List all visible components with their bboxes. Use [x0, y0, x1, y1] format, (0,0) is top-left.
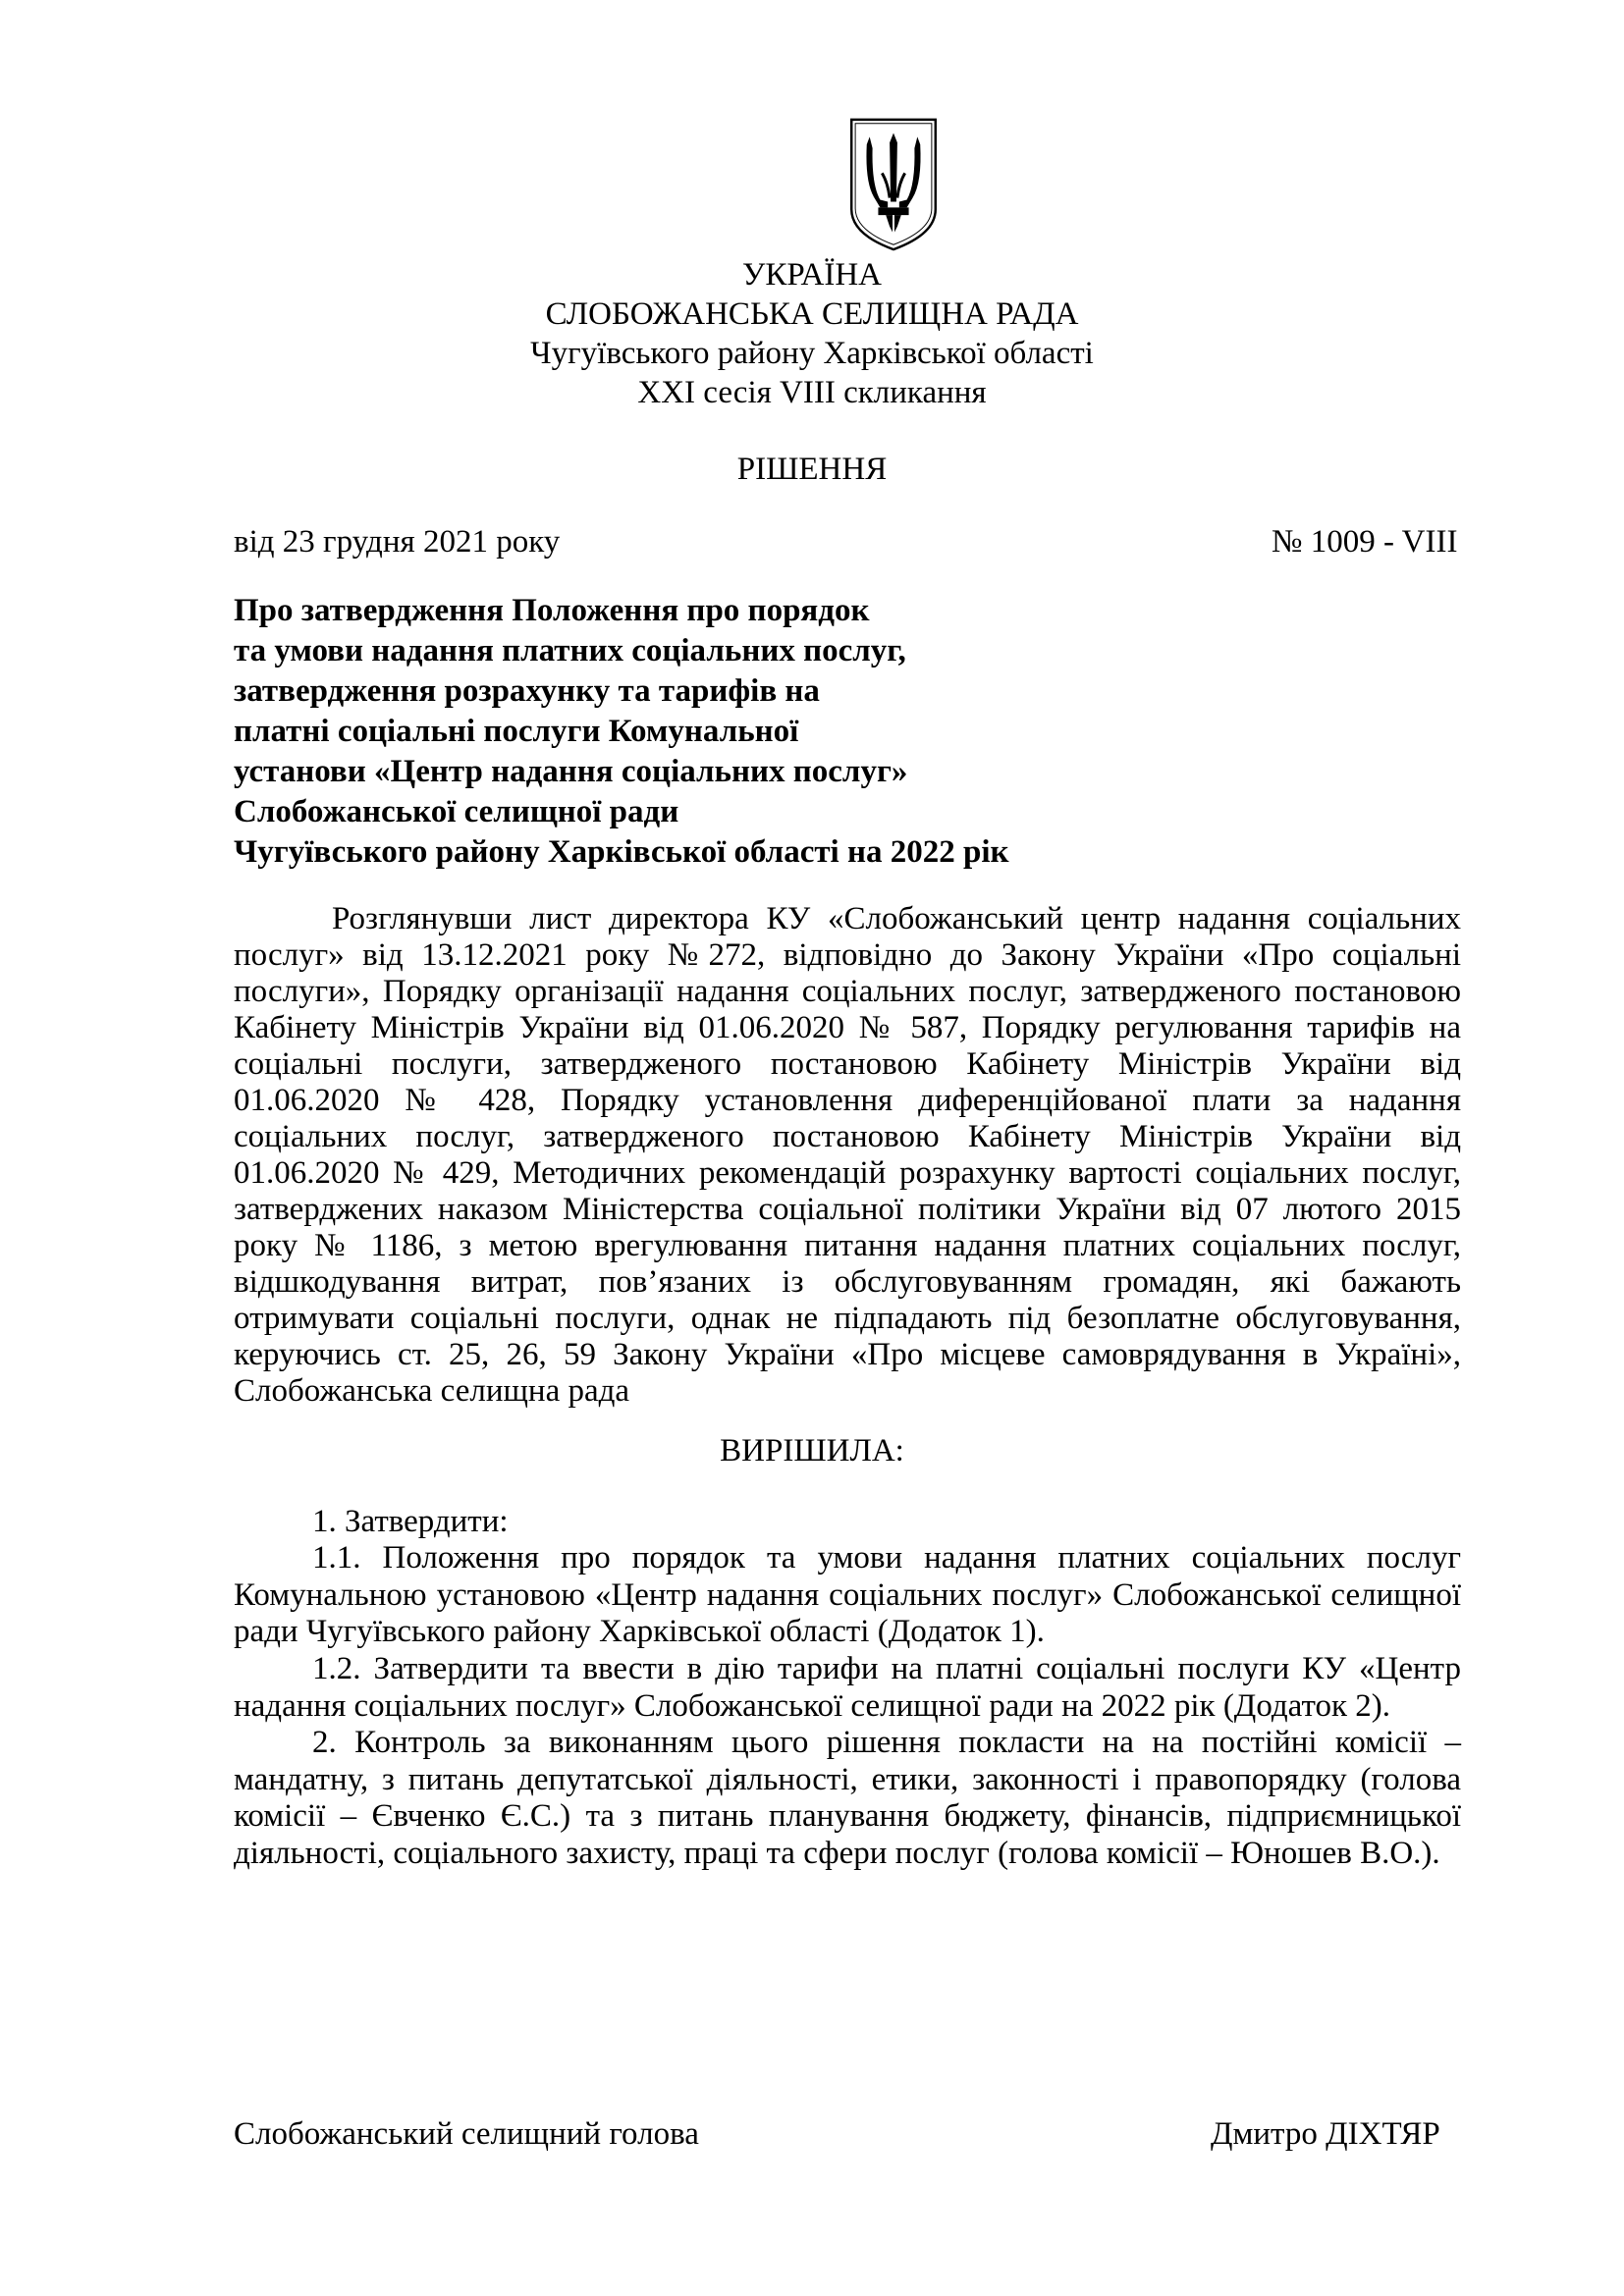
signature-position: Слобожанський селищний голова	[234, 2116, 699, 2152]
title-line: та умови надання платних соціальних послуг,	[234, 633, 906, 668]
signature-name: Дмитро ДІХТЯР	[1211, 2116, 1440, 2152]
item-2: 2. Контроль за виконанням цього рішення покласти на на постійні комісії – мандатну, з питань депутатської діяльності, етики, законності і правопорядку (голова комісії – Євченко Є.С.) та з питань планування бюджету, фінансів, підприємницької діяльності, соціального захисту, праці та сфери послуг (голова комісії – Юношев В.О.).	[234, 1725, 1461, 1871]
header-country: УКРАЇНА	[742, 257, 882, 293]
title-line: затвердження розрахунку та тарифів на	[234, 673, 820, 709]
decision-title	[234, 591, 1216, 873]
title-line: Чугуївського району Харківської області на 2022 рік	[234, 834, 1009, 870]
item-1: 1. Затвердити:	[312, 1504, 509, 1539]
header-district: Чугуївського району Харківської області	[530, 336, 1094, 371]
preamble-paragraph: Розглянувши лист директора КУ «Слобожанський центр надання соціальних послуг» від 13.12.2021 року №272, відповідно до Закону України «Про соціальні послуги», Порядку організації надання соціальних послуг, затвердженого постановою Кабінету Міністрів України від 01.06.2020 № 587, Порядку регулювання тарифів на соціальні послуги, затвердженого постановою Кабінету Міністрів України від 01.06.2020 № 428, Порядку установлення диференційованої плати за надання соціальних послуг, затвердженого постановою Кабінету Міністрів України від 01.06.2020 № 429, Методичних рекомендацій розрахунку вартості соціальних послуг, затверджених наказом Міністерства соціальної політики України від 07 лютого 2015 року № 1186, з метою врегулювання питання надання платних соціальних послуг, відшкодування витрат, пов’язаних із обслуговуванням громадян, які бажають отримувати соціальні послуги, однак не підпадають під безоплатне обслуговування, керуючись ст. 25, 26, 59 Закону України «Про місцеве самоврядування в Україні», Слобожанська селищна рада	[234, 901, 1461, 1409]
title-line: Слобожанської селищної ради	[234, 794, 679, 829]
decision-date: від 23 грудня 2021 року	[234, 524, 561, 560]
item-1-1: 1.1. Положення про порядок та умови надання платних соціальних послуг Комунальною установою «Центр надання соціальних послуг» Слобожанської селищної ради Чугуївського району Харківської області (Додаток 1).	[234, 1540, 1461, 1649]
decision-number: № 1009 - VIII	[1272, 524, 1458, 560]
header-council: СЛОБОЖАНСЬКА СЕЛИЩНА РАДА	[545, 296, 1079, 332]
item-1-2: 1.2. Затвердити та ввести в дію тарифи на платні соціальні послуги КУ «Центр надання соціальних послуг» Слобожанської селищної ради на 2022 рік (Додаток 2).	[234, 1651, 1461, 1724]
resolved-heading: ВИРІШИЛА:	[720, 1433, 904, 1468]
title-line: платні соціальні послуги Комунальної	[234, 714, 799, 749]
document-type: РІШЕННЯ	[736, 452, 888, 487]
coat-of-arms-icon	[845, 116, 942, 253]
title-line: установи «Центр надання соціальних послуг»	[234, 754, 908, 789]
title-line: Про затвердження Положення про порядок	[234, 593, 870, 628]
header-session: XXI сесія VIII скликання	[637, 375, 987, 410]
